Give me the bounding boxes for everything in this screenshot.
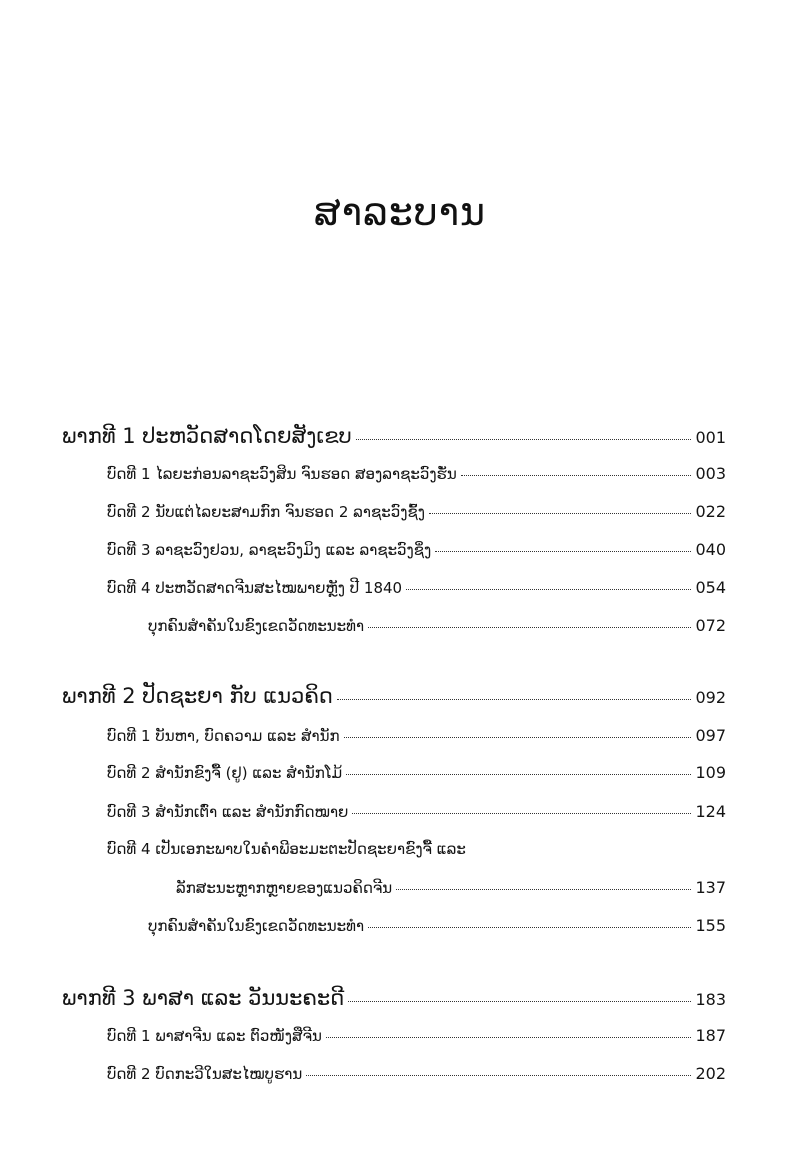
toc-chapter[interactable] <box>107 540 726 559</box>
dot-leader <box>326 1036 692 1038</box>
dot-leader <box>344 736 692 738</box>
chapter-title: ບົດທີ 3 ສຳນັກເຕົ່າ ແລະ ສຳນັກກົດໝາຍ <box>107 803 349 821</box>
section-title: ບຸກຄົນສຳຄັນໃນຂົງເຂດວັດທະນະທຳ <box>148 917 365 935</box>
page-number: 155 <box>695 916 726 935</box>
part-title: ພາກທີ 3 ພາສາ ແລະ ວັນນະຄະດີ <box>62 986 345 1010</box>
toc-chapter[interactable] <box>107 726 726 745</box>
dot-leader <box>306 1074 691 1076</box>
toc-chapter[interactable] <box>107 802 726 821</box>
chapter-title: ບົດທີ 4 ປະຫວັດສາດຈີນສະໄໝພາຍຫຼັງ ປີ 1840 <box>107 579 403 597</box>
toc-chapter[interactable] <box>107 763 726 782</box>
dot-leader <box>368 626 691 628</box>
toc-chapter[interactable] <box>107 578 726 597</box>
toc-chapter[interactable] <box>107 502 726 521</box>
page-number: 040 <box>695 540 726 559</box>
page-number: 202 <box>695 1064 726 1083</box>
dot-leader <box>429 512 692 514</box>
chapter-title: ບົດທີ 3 ລາຊະວົງຢວນ, ລາຊະວົງມິງ ແລະ ລາຊະວົງຊິ່ງ <box>107 541 432 559</box>
toc-chapter[interactable] <box>107 1026 726 1045</box>
dot-leader <box>346 773 691 775</box>
dot-leader <box>348 1000 691 1002</box>
page-number: 003 <box>695 464 726 483</box>
dot-leader <box>435 550 691 552</box>
chapter-title: ບົດທີ 1 ໄລຍະກ່ອນລາຊະວົງສິນ ຈົນຮອດ ສອງລາຊະວົງຮັ່ນ <box>107 465 457 483</box>
part-title: ພາກທີ 2 ປັດຊະຍາ ກັບ ແນວຄິດ <box>62 684 333 708</box>
page-number: 097 <box>695 726 726 745</box>
dot-leader <box>352 812 691 814</box>
section-title: ບຸກຄົນສຳຄັນໃນຂົງເຂດວັດທະນະທຳ <box>148 617 365 635</box>
page-number: 183 <box>695 990 726 1009</box>
page-number: 109 <box>695 763 726 782</box>
page-number: 092 <box>695 688 726 707</box>
chapter-title: ບົດທີ 2 ນັບແຕ່ໄລຍະສາມກົກ ຈົນຮອດ 2 ລາຊະວົງຊົ້ງ <box>107 503 425 521</box>
dot-leader <box>396 888 691 890</box>
page-number: 022 <box>695 502 726 521</box>
dot-leader <box>461 474 692 476</box>
toc-chapter[interactable] <box>107 1064 726 1083</box>
chapter-title: ບົດທີ 1 ພາສາຈີນ ແລະ ຕົວໜັງສືຈີນ <box>107 1027 322 1045</box>
dot-leader <box>368 926 691 928</box>
toc-notable-persons[interactable] <box>148 616 726 635</box>
toc-part-1[interactable] <box>62 424 726 448</box>
page-number: 187 <box>695 1026 726 1045</box>
page-number: 072 <box>695 616 726 635</box>
dot-leader <box>406 588 691 590</box>
toc-chapter-continuation[interactable] <box>176 878 726 897</box>
dot-leader <box>356 438 692 440</box>
chapter-title-continued: ລັກສະນະຫຼາກຫຼາຍຂອງແນວຄິດຈີນ <box>176 879 393 897</box>
toc-part-3[interactable] <box>62 986 726 1010</box>
toc-chapter[interactable] <box>107 464 726 483</box>
chapter-title: ບົດທີ 2 ບົດກະວີໃນສະໄໝບູຮານ <box>107 1065 303 1083</box>
dot-leader <box>337 698 692 700</box>
page-number: 124 <box>695 802 726 821</box>
page-title: ສາລະບານ <box>313 190 487 234</box>
chapter-title: ບົດທີ 1 ບັນຫາ, ບົດຄວາມ ແລະ ສຳນັກ <box>107 727 340 745</box>
toc-part-2[interactable] <box>62 684 726 708</box>
part-title: ພາກທີ 1 ປະຫວັດສາດໂດຍສັງເຂບ <box>62 424 352 448</box>
toc-chapter[interactable] <box>107 840 466 858</box>
page-number: 054 <box>695 578 726 597</box>
page-number: 137 <box>695 878 726 897</box>
chapter-title: ບົດທີ 2 ສຳນັກຂົງຈື້ (ຢູ) ແລະ ສຳນັກໂມ້ <box>107 764 343 782</box>
toc-notable-persons[interactable] <box>148 916 726 935</box>
chapter-title: ບົດທີ 4 ເປັນເອກະພາບໃນຄຳພີອະມະຕະປັດຊະຍາຂົງຈື້ ແລະ <box>107 840 466 858</box>
page-number: 001 <box>695 428 726 447</box>
